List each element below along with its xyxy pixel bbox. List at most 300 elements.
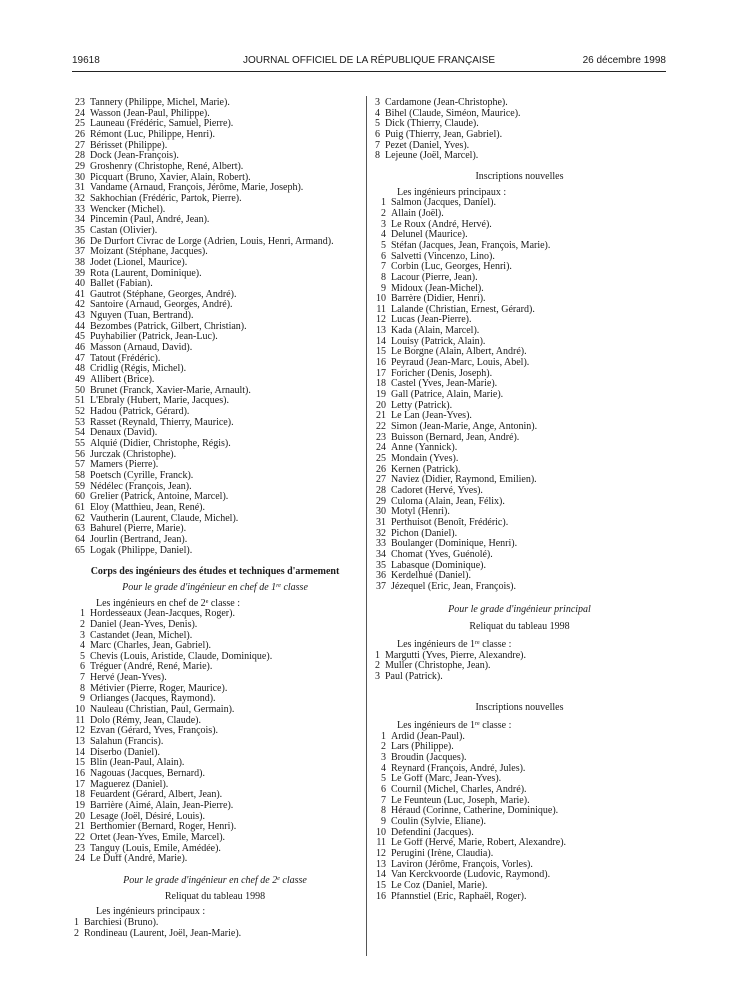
entry-number: 25	[376, 454, 386, 464]
entry-number: 4	[80, 641, 85, 652]
list-item	[373, 571, 666, 582]
entry-name: Castan (Olivier).	[90, 225, 158, 236]
page-number: 19618	[72, 55, 100, 66]
entry-name: Puyhabilier (Patrick, Jean-Luc).	[90, 332, 218, 343]
entry-number: 25	[75, 119, 85, 130]
list-item	[72, 279, 358, 290]
list-item	[373, 252, 666, 263]
entry-name: Blin (Jean-Paul, Alain).	[90, 758, 185, 769]
entry-number: 39	[75, 268, 85, 279]
entry-number: 30	[75, 172, 85, 183]
list-item	[72, 726, 358, 737]
entry-number: 64	[75, 534, 85, 545]
entry-number: 2	[381, 208, 386, 219]
entry-number: 20	[376, 400, 386, 411]
entry-name: Culoma (Alain, Jean, Félix).	[391, 496, 505, 507]
entry-number: 36	[376, 571, 386, 582]
entry-number: 8	[375, 151, 380, 162]
entry-number: 55	[75, 439, 85, 449]
entry-number: 51	[75, 396, 85, 407]
entry-number: 1	[381, 198, 386, 209]
entry-number: 24	[376, 443, 386, 454]
list-chef-2e-classe	[72, 609, 358, 865]
list-item	[72, 535, 358, 546]
entry-number: 13	[376, 326, 386, 337]
entry-number: 1	[381, 731, 386, 742]
entry-name: Launeau (Frédéric, Samuel, Pierre).	[90, 119, 234, 130]
list-item	[373, 838, 666, 849]
list-item	[72, 684, 358, 695]
entry-number: 60	[75, 492, 85, 503]
entry-number: 10	[75, 705, 85, 716]
list-item	[373, 497, 666, 508]
entry-number: 34	[376, 549, 386, 560]
entry-number: 37	[376, 581, 386, 592]
entry-name: Santoire (Arnaud, Georges, André).	[90, 300, 233, 311]
list-item	[373, 347, 666, 358]
grade-heading-principal: Pour le grade d'ingénieur principal	[448, 603, 591, 615]
list-item	[72, 929, 358, 940]
entry-number: 35	[376, 560, 386, 571]
list-item	[72, 418, 358, 429]
entry-name: Perthuisot (Benoît, Frédéric).	[391, 517, 509, 528]
grade-heading-chef-1re: Pour le grade d'ingénieur en chef de 1re classe	[122, 581, 308, 593]
subheading-1re-classe-reliquat: Les ingénieurs de 1re classe :	[397, 638, 512, 650]
entry-number: 12	[75, 726, 85, 737]
entry-name: De Durfort Civrac de Lorge (Adrien, Louis, Henri, Armand).	[90, 236, 334, 247]
entry-name: Buisson (Bernard, Jean, André).	[391, 432, 520, 443]
list-item	[72, 205, 358, 216]
entry-name: Dick (Thierry, Claude).	[385, 119, 479, 130]
entry-number: 58	[75, 470, 85, 481]
list-principaux-reliquat	[72, 918, 358, 939]
entry-name: Tanguy (Louis, Emile, Amédée).	[90, 843, 221, 854]
entry-number: 5	[381, 774, 386, 785]
entry-number: 23	[376, 432, 386, 443]
entry-number: 38	[75, 257, 85, 268]
entry-number: 33	[376, 539, 386, 550]
entry-number: 46	[75, 343, 85, 354]
entry-name: Labasque (Dominique).	[391, 560, 486, 571]
entry-number: 32	[75, 193, 85, 204]
entry-number: 15	[376, 880, 386, 891]
header-rule	[72, 71, 666, 72]
list-item	[373, 881, 666, 892]
list-item	[373, 550, 666, 561]
right-column	[373, 98, 666, 902]
entry-name: Vandame (Arnaud, François, Jérôme, Marie, Joseph).	[90, 183, 304, 194]
entry-name: Le Roux (André, Hervé).	[391, 219, 492, 230]
entry-name: Salmon (Jacques, Daniel).	[391, 198, 496, 209]
list-item	[72, 162, 358, 173]
list-item	[72, 450, 358, 461]
list-item	[373, 465, 666, 476]
entry-name: Pfannstiel (Eric, Raphaël, Roger).	[391, 891, 527, 902]
left-column	[72, 98, 358, 939]
entry-name: Lucas (Jean-Pierre).	[391, 315, 472, 326]
list-item	[373, 411, 666, 422]
entry-name: Le Feunteun (Luc, Joseph, Marie).	[391, 795, 530, 806]
list-item	[373, 892, 666, 903]
entry-name: Pezet (Daniel, Yves).	[385, 140, 470, 151]
column-divider	[366, 96, 367, 956]
entry-name: Groshenry (Christophe, René, Albert).	[90, 161, 244, 172]
list-item	[72, 492, 358, 503]
list-item	[72, 194, 358, 205]
list-item	[373, 672, 666, 683]
entry-number: 9	[381, 283, 386, 294]
entry-name: Boulanger (Dominique, Henri).	[391, 539, 518, 550]
list-item	[373, 337, 666, 348]
list-item	[72, 833, 358, 844]
list-item	[72, 343, 358, 354]
entry-name: Foricher (Denis, Joseph).	[391, 368, 493, 379]
list-item	[72, 737, 358, 748]
entry-name: Pichon (Daniel).	[391, 528, 458, 539]
entry-name: Margutti (Yves, Pierre, Alexandre).	[385, 650, 526, 661]
list-item	[72, 290, 358, 301]
entry-name: Salahun (Francis).	[90, 737, 164, 748]
entry-number: 44	[75, 321, 85, 332]
entry-name: Wencker (Michel).	[90, 204, 166, 215]
entry-name: Le Lan (Jean-Yves).	[391, 411, 472, 422]
entry-name: Le Coz (Daniel, Marie).	[391, 880, 488, 891]
entry-number: 24	[75, 854, 85, 865]
entry-name: Logak (Philippe, Daniel).	[90, 545, 193, 556]
subheading-chef-2e: Les ingénieurs en chef de 2e classe :	[96, 597, 241, 609]
list-item	[373, 369, 666, 380]
list-item	[373, 305, 666, 316]
entry-name: Maguerez (Daniel).	[90, 779, 169, 790]
entry-number: 17	[376, 368, 386, 379]
list-item	[373, 828, 666, 839]
entry-name: Lars (Philippe).	[391, 742, 454, 753]
entry-number: 30	[376, 507, 386, 518]
inscriptions-heading-2: Inscriptions nouvelles	[475, 702, 564, 714]
entry-name: Rémont (Luc, Philippe, Henri).	[90, 129, 215, 140]
entry-name: Delunel (Maurice).	[391, 230, 468, 241]
entry-number: 29	[376, 496, 386, 507]
corps-heading: Corps des ingénieurs des études et techniques d'armement	[90, 566, 340, 578]
list-item	[72, 854, 358, 865]
list-item	[72, 375, 358, 386]
entry-number: 2	[375, 661, 380, 672]
subheading-principaux-right: Les ingénieurs principaux :	[397, 186, 507, 198]
list-item	[373, 326, 666, 337]
list-item	[72, 141, 358, 152]
list-1re-classe-reliquat	[373, 651, 666, 683]
entry-number: 37	[75, 247, 85, 258]
entry-name: Marc (Charles, Jean, Gabriel).	[90, 641, 212, 652]
entry-number: 19	[376, 390, 386, 401]
entry-number: 22	[376, 422, 386, 433]
entry-number: 36	[75, 236, 85, 247]
list-item	[373, 401, 666, 412]
list-item	[373, 141, 666, 152]
entry-name: Nauleau (Christian, Paul, Germain).	[90, 705, 235, 716]
entry-name: Le Duff (André, Marie).	[90, 854, 188, 865]
entry-name: Picquart (Bruno, Xavier, Alain, Robert).	[90, 172, 251, 183]
entry-number: 6	[381, 251, 386, 262]
entry-number: 54	[75, 428, 85, 439]
list-item	[373, 529, 666, 540]
list-item	[72, 694, 358, 705]
list-item	[373, 860, 666, 871]
list-item	[72, 524, 358, 535]
list-item	[72, 428, 358, 439]
entry-number: 1	[80, 609, 85, 620]
entry-name: Castel (Yves, Jean-Marie).	[391, 379, 498, 390]
entry-name: Peyraud (Jean-Marc, Louis, Abel).	[391, 358, 530, 369]
entry-number: 14	[376, 336, 386, 347]
entry-number: 9	[80, 694, 85, 705]
list-item	[373, 753, 666, 764]
list-item	[373, 661, 666, 672]
list-item	[373, 209, 666, 220]
entry-name: Laviron (Jérôme, François, Vorles).	[391, 859, 533, 870]
reliquat-heading-right: Reliquat du tableau 1998	[469, 621, 570, 633]
entry-name: Hadou (Patrick, Gérard).	[90, 407, 190, 418]
entry-name: Castandet (Jean, Michel).	[90, 630, 193, 641]
entry-number: 62	[75, 513, 85, 524]
entry-number: 61	[75, 502, 85, 513]
entry-number: 3	[375, 98, 380, 108]
journal-title: JOURNAL OFFICIEL DE LA RÉPUBLIQUE FRANÇAISE	[242, 55, 496, 66]
issue-date: 26 décembre 1998	[582, 55, 666, 66]
entry-name: Jourlin (Bertrand, Jean).	[90, 534, 188, 545]
entry-name: Lacour (Pierre, Jean).	[391, 272, 478, 283]
entry-name: Jodet (Lionel, Maurice).	[90, 257, 188, 268]
entry-number: 42	[75, 300, 85, 311]
entry-number: 10	[376, 827, 386, 838]
list-item	[373, 796, 666, 807]
list-item	[72, 215, 358, 226]
entry-number: 43	[75, 311, 85, 322]
list-item	[373, 151, 666, 162]
list-item	[72, 482, 358, 493]
entry-number: 3	[80, 630, 85, 641]
list-item	[373, 220, 666, 231]
entry-name: Wasson (Jean-Paul, Philippe).	[90, 108, 210, 119]
entry-name: Kada (Alain, Marcel).	[391, 326, 480, 337]
list-item	[373, 109, 666, 120]
entry-name: Allibert (Brice).	[90, 375, 155, 386]
entry-number: 31	[376, 517, 386, 528]
entry-name: Cridlig (Régis, Michel).	[90, 364, 187, 375]
list-item	[373, 119, 666, 130]
entry-name: Gautrot (Stéphane, Georges, André).	[90, 289, 237, 300]
list-item	[72, 652, 358, 663]
entry-number: 14	[75, 747, 85, 758]
entry-number: 50	[75, 385, 85, 396]
list-item	[72, 514, 358, 525]
list-item	[72, 780, 358, 791]
entry-number: 4	[375, 108, 380, 119]
entry-number: 15	[376, 347, 386, 358]
entry-number: 2	[74, 928, 79, 939]
entry-name: Vautherin (Laurent, Claude, Michel).	[90, 513, 239, 524]
entry-name: Brunet (Franck, Xavier-Marie, Arnault).	[90, 385, 251, 396]
entry-number: 19	[75, 801, 85, 811]
page-header	[72, 55, 666, 71]
entry-name: Bahurel (Pierre, Marie).	[90, 524, 187, 535]
entry-number: 11	[376, 838, 386, 849]
entry-number: 16	[75, 769, 85, 780]
list-item	[373, 742, 666, 753]
list-item	[373, 98, 666, 109]
entry-name: Rondineau (Laurent, Joël, Jean-Marie).	[84, 928, 242, 939]
entry-name: Cardamone (Jean-Christophe).	[385, 98, 508, 108]
entry-name: Chevis (Louis, Aristide, Claude, Dominique).	[90, 651, 273, 662]
entry-number: 4	[381, 230, 386, 241]
entry-name: Bérisset (Philippe).	[90, 140, 168, 151]
entry-name: Midoux (Jean-Michel).	[391, 283, 484, 294]
entry-number: 45	[75, 332, 85, 343]
entry-number: 18	[376, 379, 386, 390]
entry-name: Reynard (François, André, Jules).	[391, 763, 526, 774]
reliquat-heading-left: Reliquat du tableau 1998	[164, 890, 266, 902]
list-item	[72, 354, 358, 365]
entry-name: Simon (Jean-Marie, Ange, Antonin).	[391, 422, 538, 433]
entry-name: Ballet (Fabian).	[90, 279, 153, 290]
list-item	[373, 774, 666, 785]
entry-number: 16	[376, 358, 386, 369]
list-principaux-reliquat-continued	[373, 98, 666, 162]
list-item	[72, 844, 358, 855]
list-item	[373, 422, 666, 433]
list-item	[72, 407, 358, 418]
list-item	[72, 386, 358, 397]
entry-number: 5	[80, 651, 85, 662]
entry-name: Stéfan (Jacques, Jean, François, Marie).	[391, 240, 551, 251]
entry-number: 29	[75, 161, 85, 172]
entry-number: 53	[75, 417, 85, 428]
entry-name: Poetsch (Cyrille, Franck).	[90, 470, 194, 481]
entry-number: 24	[75, 108, 85, 119]
list-item	[373, 358, 666, 369]
list-item	[72, 620, 358, 631]
entry-name: Bihel (Claude, Siméon, Maurice).	[385, 108, 521, 119]
list-item	[373, 732, 666, 743]
entry-number: 7	[80, 673, 85, 684]
entry-name: Kerdelhué (Daniel).	[391, 571, 471, 582]
list-item	[373, 379, 666, 390]
entry-name: Moizant (Stéphane, Jacques).	[90, 247, 208, 258]
grade-heading-chef-2e: Pour le grade d'ingénieur en chef de 2e classe	[123, 874, 307, 886]
entry-number: 1	[375, 650, 380, 661]
entry-name: Coulin (Sylvie, Eliane).	[391, 817, 486, 828]
entry-name: Hordesseaux (Jean-Jacques, Roger).	[90, 609, 235, 620]
entry-number: 63	[75, 524, 85, 535]
entry-name: Allain (Joël).	[391, 208, 444, 219]
entry-number: 6	[381, 785, 386, 796]
list-item	[373, 849, 666, 860]
entry-number: 10	[376, 294, 386, 305]
entry-number: 5	[381, 240, 386, 251]
list-item	[373, 230, 666, 241]
list-principaux-inscriptions	[373, 198, 666, 592]
entry-name: Paul (Patrick).	[385, 671, 443, 682]
list-chef-ingenieurs-continued	[72, 98, 358, 556]
list-1re-classe-inscriptions	[373, 732, 666, 903]
list-item	[373, 507, 666, 518]
list-item	[72, 769, 358, 780]
entry-name: Le Goff (Hervé, Marie, Robert, Alexandre).	[391, 838, 567, 849]
entry-number: 47	[75, 353, 85, 364]
list-item	[373, 475, 666, 486]
entry-name: Naviez (Didier, Raymond, Emilien).	[391, 475, 537, 486]
entry-name: Eloy (Matthieu, Jean, René).	[90, 502, 205, 513]
entry-name: Salvetti (Vincenzo, Lino).	[391, 251, 495, 262]
entry-number: 6	[375, 129, 380, 140]
entry-number: 59	[75, 481, 85, 492]
entry-number: 8	[381, 272, 386, 283]
entry-name: Puig (Thierry, Jean, Gabriel).	[385, 129, 503, 140]
entry-name: Sakhochian (Frédéric, Partok, Pierre).	[90, 193, 242, 204]
list-item	[373, 518, 666, 529]
list-item	[72, 758, 358, 769]
entry-number: 11	[75, 715, 85, 726]
entry-name: Broudin (Jacques).	[391, 753, 467, 764]
entry-name: Chomat (Yves, Guénolé).	[391, 549, 493, 560]
entry-name: Ezvan (Gérard, Yves, François).	[90, 726, 219, 737]
list-item	[72, 662, 358, 673]
list-item	[72, 364, 358, 375]
entry-number: 35	[75, 225, 85, 236]
list-item	[373, 582, 666, 593]
entry-name: Feuardent (Gérard, Albert, Jean).	[90, 790, 223, 801]
entry-name: Berthomier (Bernard, Roger, Henri).	[90, 822, 237, 833]
entry-number: 3	[381, 219, 386, 230]
list-item	[373, 273, 666, 284]
entry-name: Kernen (Patrick).	[391, 464, 461, 475]
entry-number: 12	[376, 849, 386, 859]
list-item	[373, 817, 666, 828]
entry-name: Nguyen (Tuan, Bertrand).	[90, 311, 194, 322]
entry-number: 11	[376, 304, 386, 315]
list-item	[72, 801, 358, 812]
list-item	[72, 311, 358, 322]
entry-name: Lalande (Christian, Ernest, Gérard).	[391, 304, 535, 315]
subheading-principaux-left: Les ingénieurs principaux :	[96, 906, 206, 918]
list-item	[373, 294, 666, 305]
entry-name: Mondain (Yves).	[391, 454, 459, 464]
entry-number: 31	[75, 183, 85, 194]
list-item	[72, 546, 358, 557]
entry-name: Louisy (Patrick, Alain).	[391, 336, 486, 347]
list-item	[72, 790, 358, 801]
entry-name: Tréguer (André, René, Marie).	[90, 662, 213, 673]
inscriptions-heading-1: Inscriptions nouvelles	[475, 170, 564, 182]
list-item	[72, 151, 358, 162]
entry-name: L'Ebraly (Hubert, Marie, Jacques).	[90, 396, 229, 407]
list-item	[373, 486, 666, 497]
entry-number: 32	[376, 528, 386, 539]
entry-name: Barrière (Aimé, Alain, Jean-Pierre).	[90, 801, 234, 811]
entry-name: Barrère (Didier, Henri).	[391, 294, 486, 305]
list-item	[373, 198, 666, 209]
entry-name: Gall (Patrice, Alain, Marie).	[391, 390, 504, 401]
entry-name: Hervé (Jean-Yves).	[90, 673, 167, 684]
entry-number: 7	[381, 262, 386, 273]
list-item	[72, 503, 358, 514]
list-item	[373, 315, 666, 326]
entry-number: 26	[75, 129, 85, 140]
list-item	[72, 300, 358, 311]
list-item	[72, 332, 358, 343]
entry-number: 4	[381, 763, 386, 774]
entry-name: Anne (Yannick).	[391, 443, 458, 454]
